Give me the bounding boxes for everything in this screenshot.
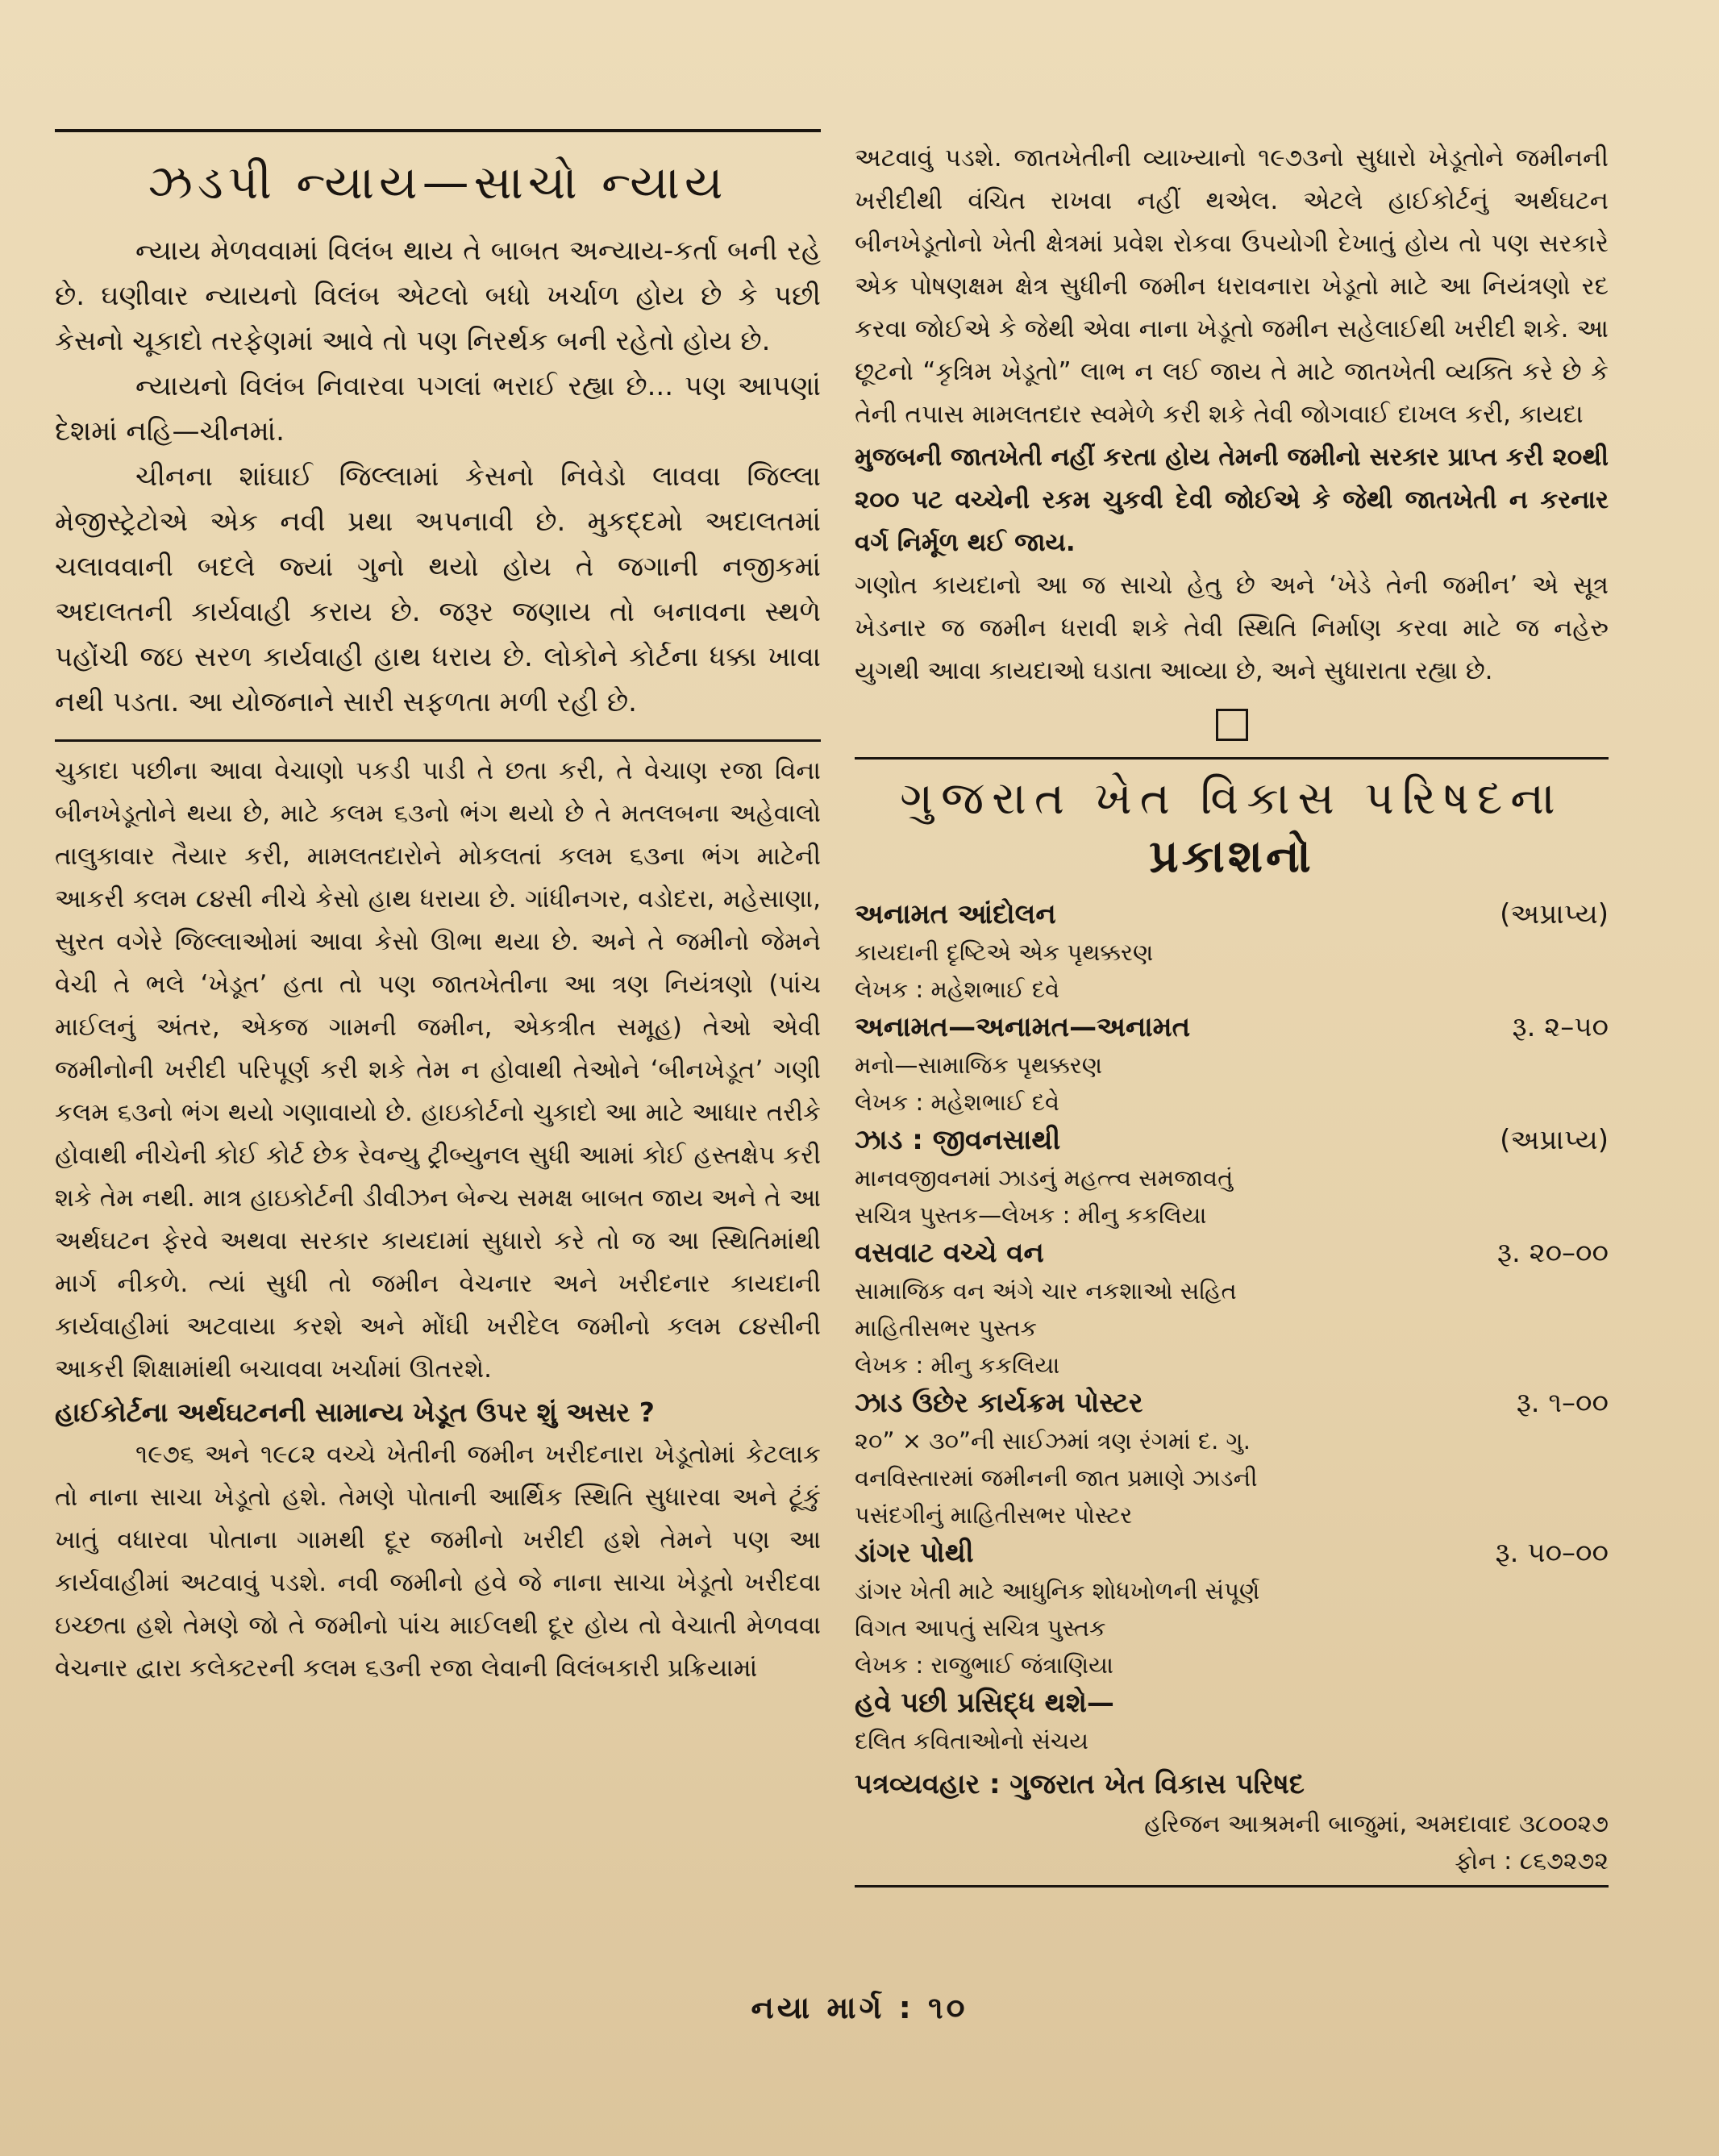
publication-name: ઝાડ : જીવનસાથી	[855, 1124, 1061, 1156]
publication-description: સામાજિક વન અંગે ચાર નકશાઓ સહિત	[855, 1277, 1237, 1305]
publication-price: રૂ. ૨૦–૦૦	[1496, 1237, 1609, 1269]
publication-item	[855, 1234, 1609, 1384]
publication-price: રૂ. ૫૦–૦૦	[1495, 1537, 1609, 1569]
publication-description: વનવિસ્તારમાં જમીનની જાત પ્રમાણે ઝાડની	[855, 1464, 1258, 1492]
phone-line: ફોન : ૮૬૭૨૭૨	[1455, 1847, 1609, 1875]
publication-name: હવે પછી પ્રસિદ્ધ થશે—	[855, 1687, 1114, 1719]
article2-paragraph-3: અટવાવું પડશે. જાતખેતીની વ્યાખ્યાનો ૧૯૭૩નો સુધારો ખેડૂતોને જમીનની ખરીદીથી વંચિત રાખવા નહીં થએલ. એટલે હાઈકોર્ટનું અર્થઘટન બીનખેડૂતોનો ખેતી ક્ષેત્રમાં પ્રવેશ રોકવા ઉપયોગી દેખાતું હોય તો પણ સરકારે એક પોષણક્ષમ ક્ષેત્ર સુધીની જમીન ધરાવનારા ખેડૂતો માટે આ નિયંત્રણો રદ કરવા જોઈએ કે જેથી એવા નાના ખેડૂતો જમીન સહેલાઈથી ખરીદી શકે. આ છૂટનો “કૃત્રિમ ખેડૂતો” લાભ ન લઈ જાય તે માટે જાતખેતી વ્યક્તિ કરે છે કે તેની તપાસ મામલતદાર સ્વમેળે કરી શકે તેવી જોગવાઈ દાખલ કરી, કાયદા	[855, 144, 1609, 429]
publication-item	[855, 1121, 1609, 1234]
end-mark-square	[1216, 709, 1248, 741]
publication-description: માનવજીવનમાં ઝાડનું મહત્ત્વ સમજાવતું	[855, 1164, 1234, 1192]
contact-line: પત્રવ્યવહાર : ગુજરાત ખેત વિકાસ પરિષદ	[855, 1768, 1305, 1800]
publication-price: (અપ્રાપ્ય)	[1500, 898, 1609, 930]
article1-paragraph-1: ન્યાય મેળવવામાં વિલંબ થાય તે બાબત અન્યાય-કર્તા બની રહે છે. ઘણીવાર ન્યાયનો વિલંબ એટલો બધો ખર્ચાળ હોય છે કે પછી કેસનો ચૂકાદો તરફેણમાં આવે તો પણ નિરર્થક બની રહેતો હોય છે.	[55, 235, 821, 357]
right-column	[855, 137, 1609, 1888]
publication-description: દલિત કવિતાઓનો સંચય	[855, 1727, 1088, 1754]
article2-subheading: હાઈકોર્ટના અર્થઘટનની સામાન્ય ખેડૂત ઉપર શું અસર ?	[55, 1396, 655, 1428]
publication-header	[855, 895, 1609, 934]
publications-list	[855, 895, 1609, 1759]
publication-price: રૂ. ૨–૫૦	[1512, 1011, 1609, 1043]
publication-description: મનો—સામાજિક પૃથક્કરણ	[855, 1051, 1103, 1079]
article2-paragraph-3-bold: મુજબની જાતખેતી નહીં કરતા હોય તેમની જમીનો સરકાર પ્રાપ્ત કરી ૨૦થી ૨૦૦ પટ વચ્ચેની રકમ ચુકવી દેવી જોઈએ કે જેથી જાતખેતી ન કરનાર વર્ગ નિર્મૂળ થઈ જાય.	[855, 443, 1609, 557]
publication-item	[855, 1534, 1609, 1684]
top-rule	[55, 129, 821, 132]
publication-item	[855, 1684, 1609, 1759]
publication-name: અનામત આંદોલન	[855, 898, 1056, 930]
publication-description: ૨૦” × ૩૦”ની સાઈઝમાં ત્રણ રંગમાં દ. ગુ.	[855, 1427, 1251, 1455]
article1-paragraph-2: ન્યાયનો વિલંબ નિવારવા પગલાં ભરાઈ રહ્યા છે... પણ આપણાં દેશમાં નહિ—ચીનમાં.	[55, 370, 821, 447]
publication-item	[855, 1384, 1609, 1534]
article2-paragraph-2: ૧૯૭૬ અને ૧૯૮૨ વચ્ચે ખેતીની જમીન ખરીદનારા ખેડૂતોમાં કેટલાક તો નાના સાચા ખેડૂતો હશે. તેમણે પોતાની આર્થિક સ્થિતિ સુધારવા અને ટૂંકું ખાતું વધારવા પોતાના ગામથી દૂર જમીનો ખરીદી હશે તેમને પણ આ કાર્યવાહીમાં અટવાવું પડશે. નવી જમીનો હવે જે નાના સાચા ખેડૂતો ખરીદવા ઇચ્છતા હશે તેમણે જો તે જમીનો પાંચ માઈલથી દૂર હોય તો વેચાતી મેળવવા વેચનાર દ્વારા કલેક્ટરની કલમ ૬૩ની રજા લેવાની વિલંબકારી પ્રક્રિયામાં	[55, 1440, 821, 1683]
publications-title: ગુજરાત ખેત વિકાસ પરિષદના	[900, 772, 1563, 825]
publication-name: વસવાટ વચ્ચે વન	[855, 1237, 1044, 1269]
publication-header	[855, 1234, 1609, 1272]
publication-description: વિગત આપતું સચિત્ર પુસ્તક	[855, 1614, 1106, 1642]
publication-name: ઝાડ ઉછેર કાર્યક્રમ પોસ્ટર	[855, 1387, 1143, 1419]
article2-paragraph-1: ચુકાદા પછીના આવા વેચાણો પકડી પાડી તે છતા કરી, તે વેચાણ રજા વિના બીનખેડૂતોને થયા છે, માટે કલમ ૬૩નો ભંગ થયો છે તે મતલબના અહેવાલો તાલુકાવાર તૈયાર કરી, મામલતદારોને મોકલતાં કલમ ૬૩ના ભંગ માટેની આકરી કલમ ૮૪સી નીચે કેસો હાથ ધરાયા છે. ગાંધીનગર, વડોદરા, મહેસાણા, સુરત વગેરે જિલ્લાઓમાં આવા કેસો ઊભા થયા છે. અને તે જમીનો જેમને વેચી તે ભલે ‘ખેડૂત’ હતા તો પણ જાતખેતીના આ ત્રણ નિયંત્રણો (પાંચ માઈલનું અંતર, એકજ ગામની જમીન, એકત્રીત સમૂહ) તેઓ એવી જમીનોની ખરીદી પરિપૂર્ણ કરી શકે તેમ ન હોવાથી તેઓને ‘બીનખેડૂત’ ગણી કલમ ૬૩નો ભંગ થયો ગણાવાયો છે. હાઇકોર્ટનો ચુકાદો આ માટે આધાર તરીકે હોવાથી નીચેની કોઈ કોર્ટ છેક રેવન્યુ ટ્રીબ્યુનલ સુધી આમાં કોઈ હસ્તક્ષેપ કરી શકે તેમ નથી. માત્ર હાઇકોર્ટની ડીવીઝન બેન્ચ સમક્ષ બાબત જાય અને તે આ અર્થઘટન ફેરવે અથવા સરકાર કાયદામાં સુધારો કરે તો જ આ સ્થિતિમાંથી માર્ગ નીકળે. ત્યાં સુધી તો જમીન વેચનાર અને ખરીદનાર કાયદાની કાર્યવાહીમાં અટવાયા કરશે અને મોંઘી ખરીદેલ જમીનો કલમ ૮૪સીની આકરી શિક્ષામાંથી બચાવવા ખર્ચામાં ઊતરશે.	[55, 756, 821, 1384]
publication-description: લેખક : રાજુભાઈ જંત્રાણિયા	[855, 1651, 1113, 1679]
publication-header	[855, 1121, 1609, 1159]
publication-description: ડાંગર ખેતી માટે આધુનિક શોધખોળની સંપૂર્ણ	[855, 1577, 1260, 1605]
publication-price: રૂ. ૧–૦૦	[1516, 1387, 1609, 1419]
publication-item	[855, 1008, 1609, 1121]
publication-name: ડાંગર પોથી	[855, 1537, 974, 1569]
section-divider	[55, 739, 821, 742]
publication-header	[855, 1534, 1609, 1572]
publications-bottom-rule	[855, 1885, 1609, 1888]
article2-paragraph-4: ગણોત કાયદાનો આ જ સાચો હેતુ છે અને ‘ખેડે તેની જમીન’ એ સૂત્ર ખેડનાર જ જમીન ધરાવી શકે તેવી સ્થિતિ નિર્માણ કરવા માટે જ નહેરુ યુગથી આવા કાયદાઓ ઘડાતા આવ્યા છે, અને સુધારાતા રહ્યા છે.	[855, 571, 1609, 685]
publication-header	[855, 1008, 1609, 1047]
page-footer: નયા માર્ગ : ૧૦	[751, 1990, 968, 2025]
article1-paragraph-3: ચીનના શાંઘાઈ જિલ્લામાં કેસનો નિવેડો લાવવા જિલ્લા મેજીસ્ટ્રેટોએ એક નવી પ્રથા અપનાવી છે. મુકદ્દમો અદાલતમાં ચલાવવાની બદલે જ્યાં ગુનો થયો હોય તે જગાની નજીકમાં અદાલતની કાર્યવાહી કરાય છે. જરૂર જણાય તો બનાવના સ્થળે પહોંચી જઇ સરળ કાર્યવાહી હાથ ધરાય છે. લોકોને કોર્ટના ધક્કા ખાવા નથી પડતા. આ યોજનાને સારી સફળતા મળી રહી છે.	[55, 460, 821, 718]
publication-description: સચિત્ર પુસ્તક—લેખક : મીનુ કકલિયા	[855, 1201, 1207, 1229]
publication-item	[855, 895, 1609, 1008]
publication-price: (અપ્રાપ્ય)	[1500, 1124, 1609, 1156]
publication-description: લેખક : મહેશભાઈ દવે	[855, 1088, 1060, 1116]
publication-header	[855, 1684, 1609, 1722]
publication-description: કાયદાની દૃષ્ટિએ એક પૃથક્કરણ	[855, 939, 1154, 966]
publications-top-rule	[855, 757, 1609, 760]
left-column	[55, 129, 821, 1690]
article-title: ઝડપી ન્યાય—સાચો ન્યાય	[148, 155, 728, 210]
publication-name: અનામત—અનામત—અનામત	[855, 1011, 1191, 1043]
publication-description: લેખક : મહેશભાઈ દવે	[855, 976, 1060, 1003]
publication-description: લેખક : મીનુ કકલિયા	[855, 1351, 1060, 1379]
publication-header	[855, 1384, 1609, 1422]
address-line: હરિજન આશ્રમની બાજુમાં, અમદાવાદ ૩૮૦૦૨૭	[1144, 1810, 1609, 1838]
publications-subtitle: પ્રકાશનો	[1149, 830, 1314, 883]
publication-description: પસંદગીનું માહિતીસભર પોસ્ટર	[855, 1501, 1133, 1529]
publication-description: માહિતીસભર પુસ્તક	[855, 1314, 1038, 1342]
